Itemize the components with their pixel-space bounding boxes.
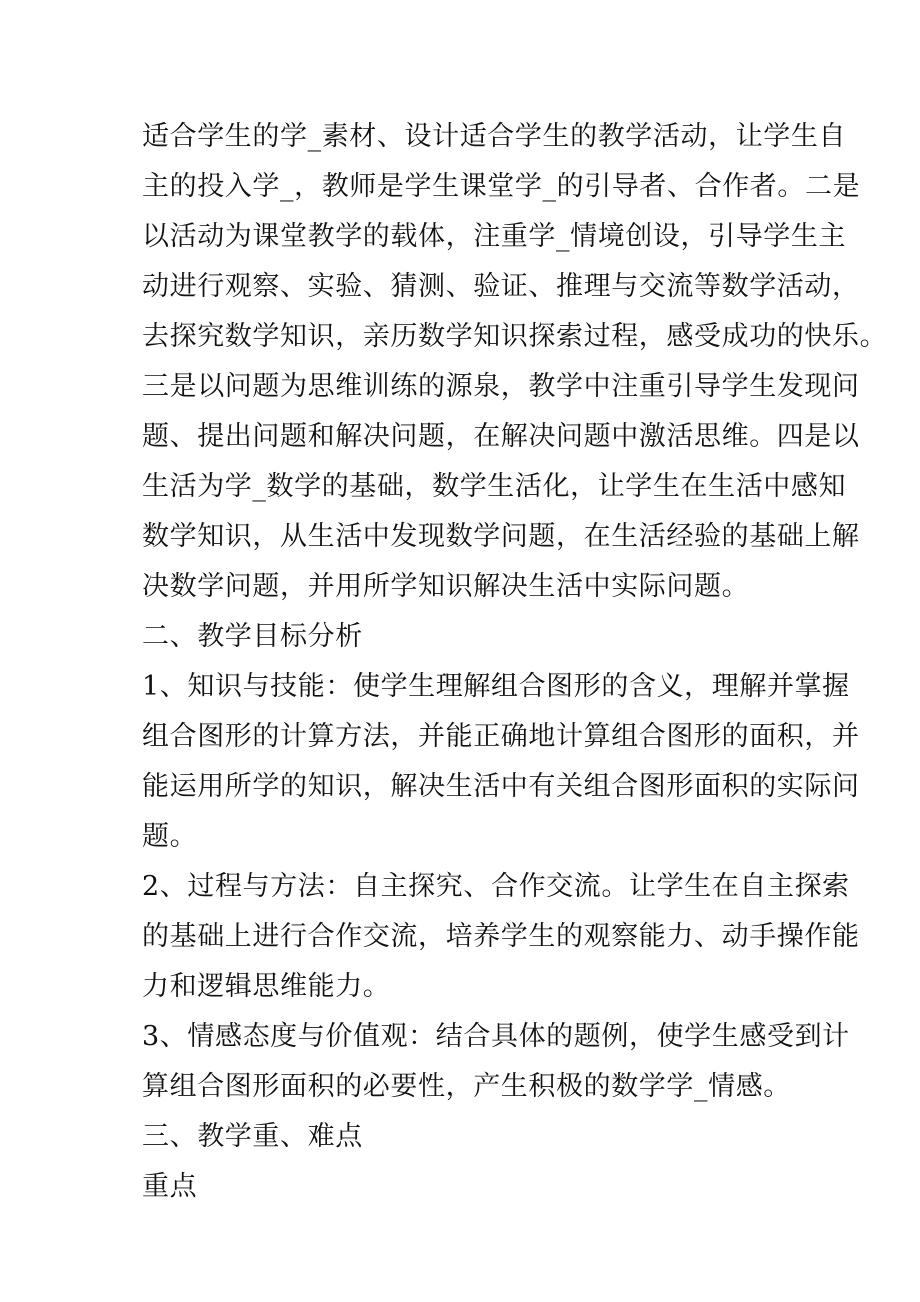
paragraph-line: 以活动为课堂教学的载体，注重学_情境创设，引导学生主 [142,221,847,252]
paragraph-line: 题。 [142,821,198,852]
paragraph-line: 数学知识，从生活中发现数学问题，在生活经验的基础上解 [142,521,860,552]
paragraph-line: 组合图形的计算方法，并能正确地计算组合图形的面积，并 [142,721,860,752]
subsection-heading: 重点 [142,1171,198,1202]
paragraph-line: 动进行观察、实验、猜测、验证、推理与交流等数学活动， [142,271,860,302]
section-heading: 二、教学目标分析 [142,621,363,652]
paragraph-line: 去探究数学知识，亲历数学知识探索过程，感受成功的快乐。 [142,321,888,352]
paragraph-line: 三是以问题为思维训练的源泉，教学中注重引导学生发现问 [142,371,860,402]
paragraph-line: 力和逻辑思维能力。 [142,971,391,1002]
paragraph-line: 决数学问题，并用所学知识解决生活中实际问题。 [142,571,750,602]
paragraph-line: 主的投入学_，教师是学生课堂学_的引导者、合作者。二是 [142,171,861,202]
section-heading: 三、教学重、难点 [142,1121,363,1152]
paragraph-line: 题、提出问题和解决问题，在解决问题中激活思维。四是以 [142,421,860,452]
paragraph-line: 适合学生的学_素材、设计适合学生的教学活动，让学生自 [142,121,847,152]
paragraph-line: 生活为学_数学的基础，数学生活化，让学生在生活中感知 [142,471,847,502]
paragraph-line: 1、知识与技能：使学生理解组合图形的含义，理解并掌握 [142,671,850,702]
paragraph-line: 算组合图形面积的必要性，产生积极的数学学_情感。 [142,1071,791,1102]
paragraph-line: 2、过程与方法：自主探究、合作交流。让学生在自主探索 [142,871,850,902]
paragraph-line: 3、情感态度与价值观：结合具体的题例，使学生感受到计 [142,1021,850,1052]
paragraph-line: 的基础上进行合作交流，培养学生的观察能力、动手操作能 [142,921,860,952]
paragraph-line: 能运用所学的知识，解决生活中有关组合图形面积的实际问 [142,771,860,802]
